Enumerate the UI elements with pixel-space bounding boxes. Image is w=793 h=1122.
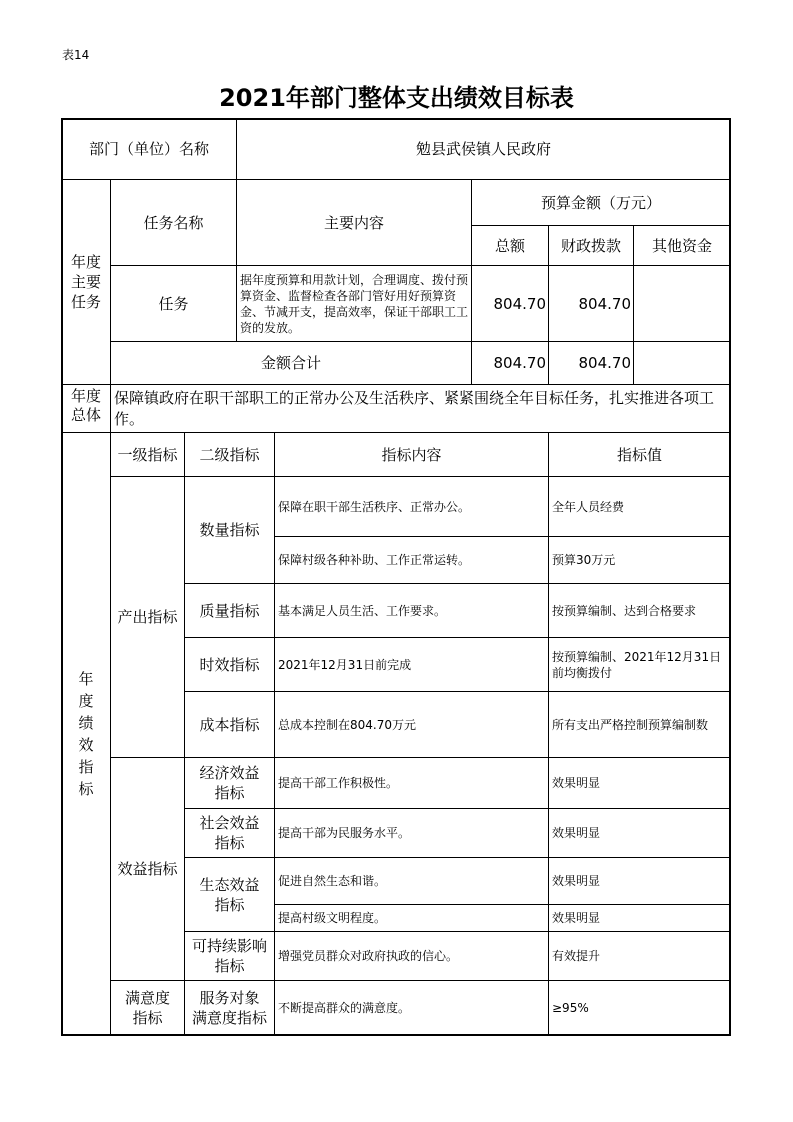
overall-text: 保障镇政府在职干部职工的正常办公及生活秩序、紧紧围绕全年目标任务，扎实推进各项工作。 <box>110 384 731 433</box>
timeliness-content: 2021年12月31日前完成 <box>274 637 549 692</box>
social-value: 效果明显 <box>548 808 731 858</box>
satisfaction-sub-label: 服务对象 满意度指标 <box>184 980 275 1036</box>
col-total: 总额 <box>471 225 549 266</box>
task-other <box>633 265 731 342</box>
task-total: 804.70 <box>471 265 549 342</box>
overall-label: 年度 总体 <box>61 384 111 433</box>
quantity-content-1: 保障在职干部生活秩序、正常办公。 <box>274 476 549 537</box>
col-other: 其他资金 <box>633 225 731 266</box>
sum-label: 金额合计 <box>110 341 472 385</box>
economic-value: 效果明显 <box>548 757 731 809</box>
quantity-label: 数量指标 <box>184 476 275 584</box>
ecological-value-2: 效果明显 <box>548 904 731 932</box>
sustainable-value: 有效提升 <box>548 931 731 981</box>
social-label: 社会效益 指标 <box>184 808 275 858</box>
col-budget: 预算金额（万元） <box>471 179 731 226</box>
quality-content: 基本满足人员生活、工作要求。 <box>274 583 549 638</box>
col-main-content: 主要内容 <box>236 179 472 266</box>
tasks-section-label: 年度 主要 任务 <box>61 179 111 385</box>
cost-content: 总成本控制在804.70万元 <box>274 691 549 758</box>
ecological-content-2: 提高村级文明程度。 <box>274 904 549 932</box>
col-task-name: 任务名称 <box>110 179 237 266</box>
timeliness-value: 按预算编制、2021年12月31日前均衡拨付 <box>548 637 731 692</box>
sustainable-content: 增强党员群众对政府执政的信心。 <box>274 931 549 981</box>
satisfaction-content: 不断提高群众的满意度。 <box>274 980 549 1036</box>
cost-value: 所有支出严格控制预算编制数 <box>548 691 731 758</box>
perf-section-label: 年 度 绩 效 指 标 <box>61 432 111 1036</box>
sum-other <box>633 341 731 385</box>
economic-content: 提高干部工作积极性。 <box>274 757 549 809</box>
sum-total: 804.70 <box>471 341 549 385</box>
timeliness-label: 时效指标 <box>184 637 275 692</box>
satisfaction-value: ≥95% <box>548 980 731 1036</box>
page-title: 2021年部门整体支出绩效目标表 <box>219 84 574 112</box>
benefit-label: 效益指标 <box>110 757 185 981</box>
quantity-value-2: 预算30万元 <box>548 536 731 584</box>
perf-h3: 指标内容 <box>274 432 549 477</box>
task-fiscal: 804.70 <box>548 265 634 342</box>
output-label: 产出指标 <box>110 476 185 758</box>
sustainable-label: 可持续影响 指标 <box>184 931 275 981</box>
perf-h1: 一级指标 <box>110 432 185 477</box>
ecological-content-1: 促进自然生态和谐。 <box>274 857 549 905</box>
sum-fiscal: 804.70 <box>548 341 634 385</box>
task-name: 任务 <box>110 265 237 342</box>
dept-value: 勉县武侯镇人民政府 <box>236 118 731 180</box>
social-content: 提高干部为民服务水平。 <box>274 808 549 858</box>
ecological-label: 生态效益 指标 <box>184 857 275 932</box>
perf-h4: 指标值 <box>548 432 731 477</box>
ecological-value-1: 效果明显 <box>548 857 731 905</box>
table-number: 表14 <box>62 48 90 62</box>
satisfaction-label: 满意度 指标 <box>110 980 185 1036</box>
task-content: 据年度预算和用款计划，合理调度、拨付预算资金、监督检查各部门管好用好预算资金、节减开支，提高效率，保证干部职工工资的发放。 <box>236 265 472 342</box>
perf-h2: 二级指标 <box>184 432 275 477</box>
dept-label: 部门（单位）名称 <box>61 118 237 180</box>
economic-label: 经济效益 指标 <box>184 757 275 809</box>
cost-label: 成本指标 <box>184 691 275 758</box>
quantity-value-1: 全年人员经费 <box>548 476 731 537</box>
col-fiscal: 财政拨款 <box>548 225 634 266</box>
quality-value: 按预算编制、达到合格要求 <box>548 583 731 638</box>
quantity-content-2: 保障村级各种补助、工作正常运转。 <box>274 536 549 584</box>
quality-label: 质量指标 <box>184 583 275 638</box>
